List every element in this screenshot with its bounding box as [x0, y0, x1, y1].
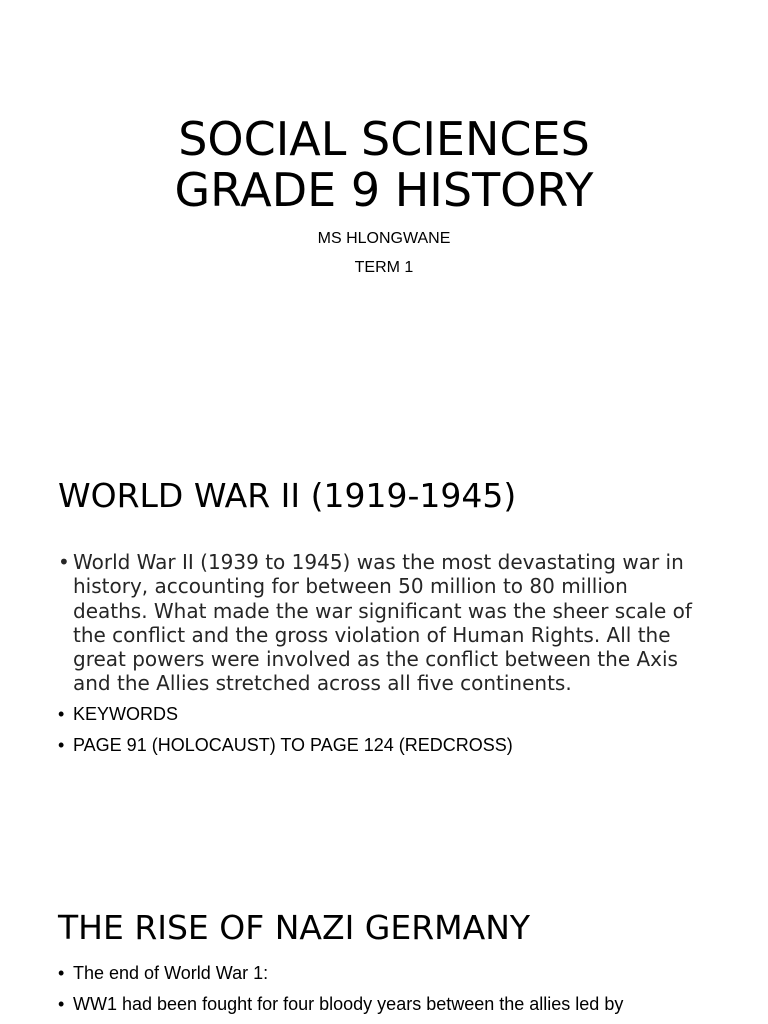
- bullet-dot: •: [58, 963, 65, 983]
- main-title-line-2: GRADE 9 HISTORY: [174, 163, 594, 217]
- bullet-text: World War II (1939 to 1945) was the most devastating war in history, accounting for between 50 million to 80 million deaths. What made the war significant was the sheer scale of the conflict and the gross violation of Human Rights. All the great powers were involved as the conflict between the Axis and the Allies stretched across all five continents.: [73, 550, 692, 696]
- bullet-text: PAGE 91 (HOLOCAUST) TO PAGE 124 (REDCROSS): [73, 734, 513, 755]
- bullet-text: The end of World War 1:: [73, 963, 269, 983]
- list-item: [58, 993, 708, 1015]
- list-item: [58, 962, 708, 984]
- list-item: [58, 550, 708, 696]
- list-item: [58, 734, 708, 756]
- slide-heading: WORLD WAR II (1919-1945): [58, 476, 517, 515]
- list-item: [58, 703, 708, 725]
- title-slide: [0, 0, 768, 430]
- slide-world-war-ii: [0, 460, 768, 860]
- bullet-dot: •: [58, 703, 65, 724]
- bullet-text: WW1 had been fought for four bloody years between the allies led by: [73, 994, 624, 1014]
- term-label: TERM 1: [354, 259, 414, 276]
- bullet-text: KEYWORDS: [73, 703, 179, 724]
- bullet-list: [58, 550, 708, 765]
- main-title: [0, 114, 768, 216]
- slide-rise-of-nazi-germany: [0, 890, 768, 1024]
- bullet-list: [58, 962, 708, 1024]
- slide-heading: THE RISE OF NAZI GERMANY: [58, 908, 531, 947]
- teacher-name: MS HLONGWANE: [317, 230, 451, 247]
- bullet-dot: •: [58, 550, 70, 574]
- bullet-dot: •: [58, 994, 65, 1014]
- main-title-line-1: SOCIAL SCIENCES: [178, 112, 590, 166]
- bullet-dot: •: [58, 734, 65, 755]
